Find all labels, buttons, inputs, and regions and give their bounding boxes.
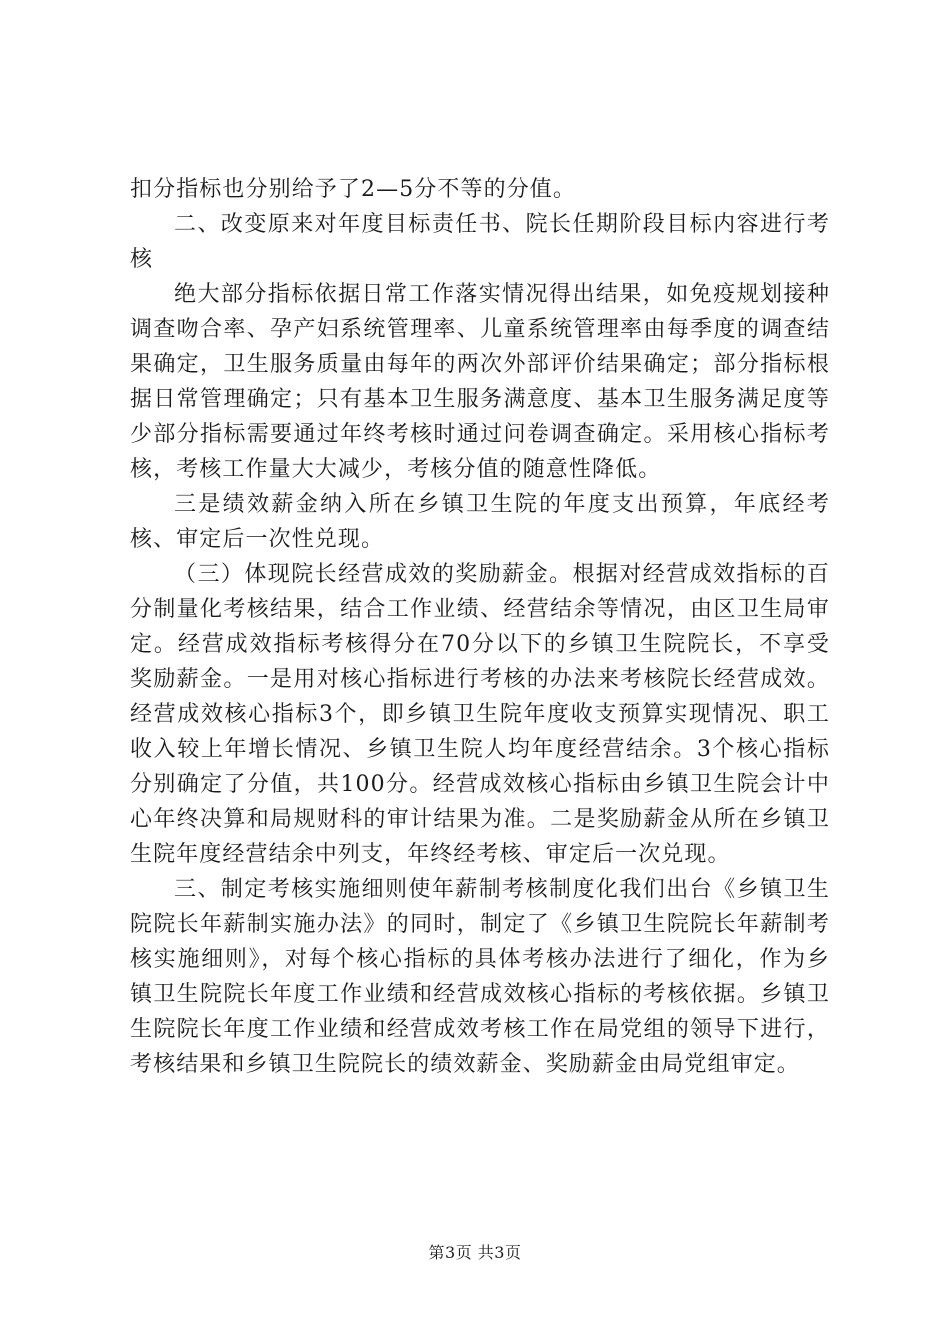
paragraph-6: 三、制定考核实施细则使年薪制考核制度化我们出台《乡镇卫生院院长年薪制实施办法》的同时，制定了《乡镇卫生院院长年薪制考核实施细则》，对每个核心指标的具体考核办法进行了细化，作为乡镇卫生院院长年度工作业绩和经营成效核心指标的考核依据。乡镇卫生院院长年度工作业绩和经营成效考核工作在局党组的领导下进行，考核结果和乡镇卫生院院长的绩效薪金、奖励薪金由局党组审定。 [130, 877, 830, 1077]
paragraph-3: 绝大部分指标依据日常工作落实情况得出结果，如免疫规划接种调查吻合率、孕产妇系统管理率、儿童系统管理率由每季度的调查结果确定，卫生服务质量由每年的两次外部评价结果确定；部分指标根据日常管理确定；只有基本卫生服务满意度、基本卫生服务满足度等少部分指标需要通过年终考核时通过问卷调查确定。采用核心指标考核，考核工作量大大减少，考核分值的随意性降低。 [130, 282, 830, 482]
paragraph-4: 三是绩效薪金纳入所在乡镇卫生院的年度支出预算，年底经考核、审定后一次性兑现。 [130, 492, 830, 552]
paragraph-1: 扣分指标也分别给予了2—5分不等的分值。 [130, 177, 576, 202]
paragraph-5: （三）体现院长经营成效的奖励薪金。根据对经营成效指标的百分制量化考核结果，结合工作业绩、经营结余等情况，由区卫生局审定。经营成效指标考核得分在70分以下的乡镇卫生院院长，不享受奖励薪金。一是用对核心指标进行考核的办法来考核院长经营成效。经营成效核心指标3个，即乡镇卫生院年度收支预算实现情况、职工收入较上年增长情况、乡镇卫生院人均年度经营结余。3个核心指标分别确定了分值，共100分。经营成效核心指标由乡镇卫生院会计中心年终决算和局规财科的审计结果为准。二是奖励薪金从所在乡镇卫生院年度经营结余中列支，年终经考核、审定后一次兑现。 [130, 562, 830, 867]
document-body [130, 172, 830, 1082]
section-heading-2: 二、改变原来对年度目标责任书、院长任期阶段目标内容进行考核 [130, 212, 830, 272]
page-number-footer: 第3页 共3页 [428, 1243, 522, 1262]
